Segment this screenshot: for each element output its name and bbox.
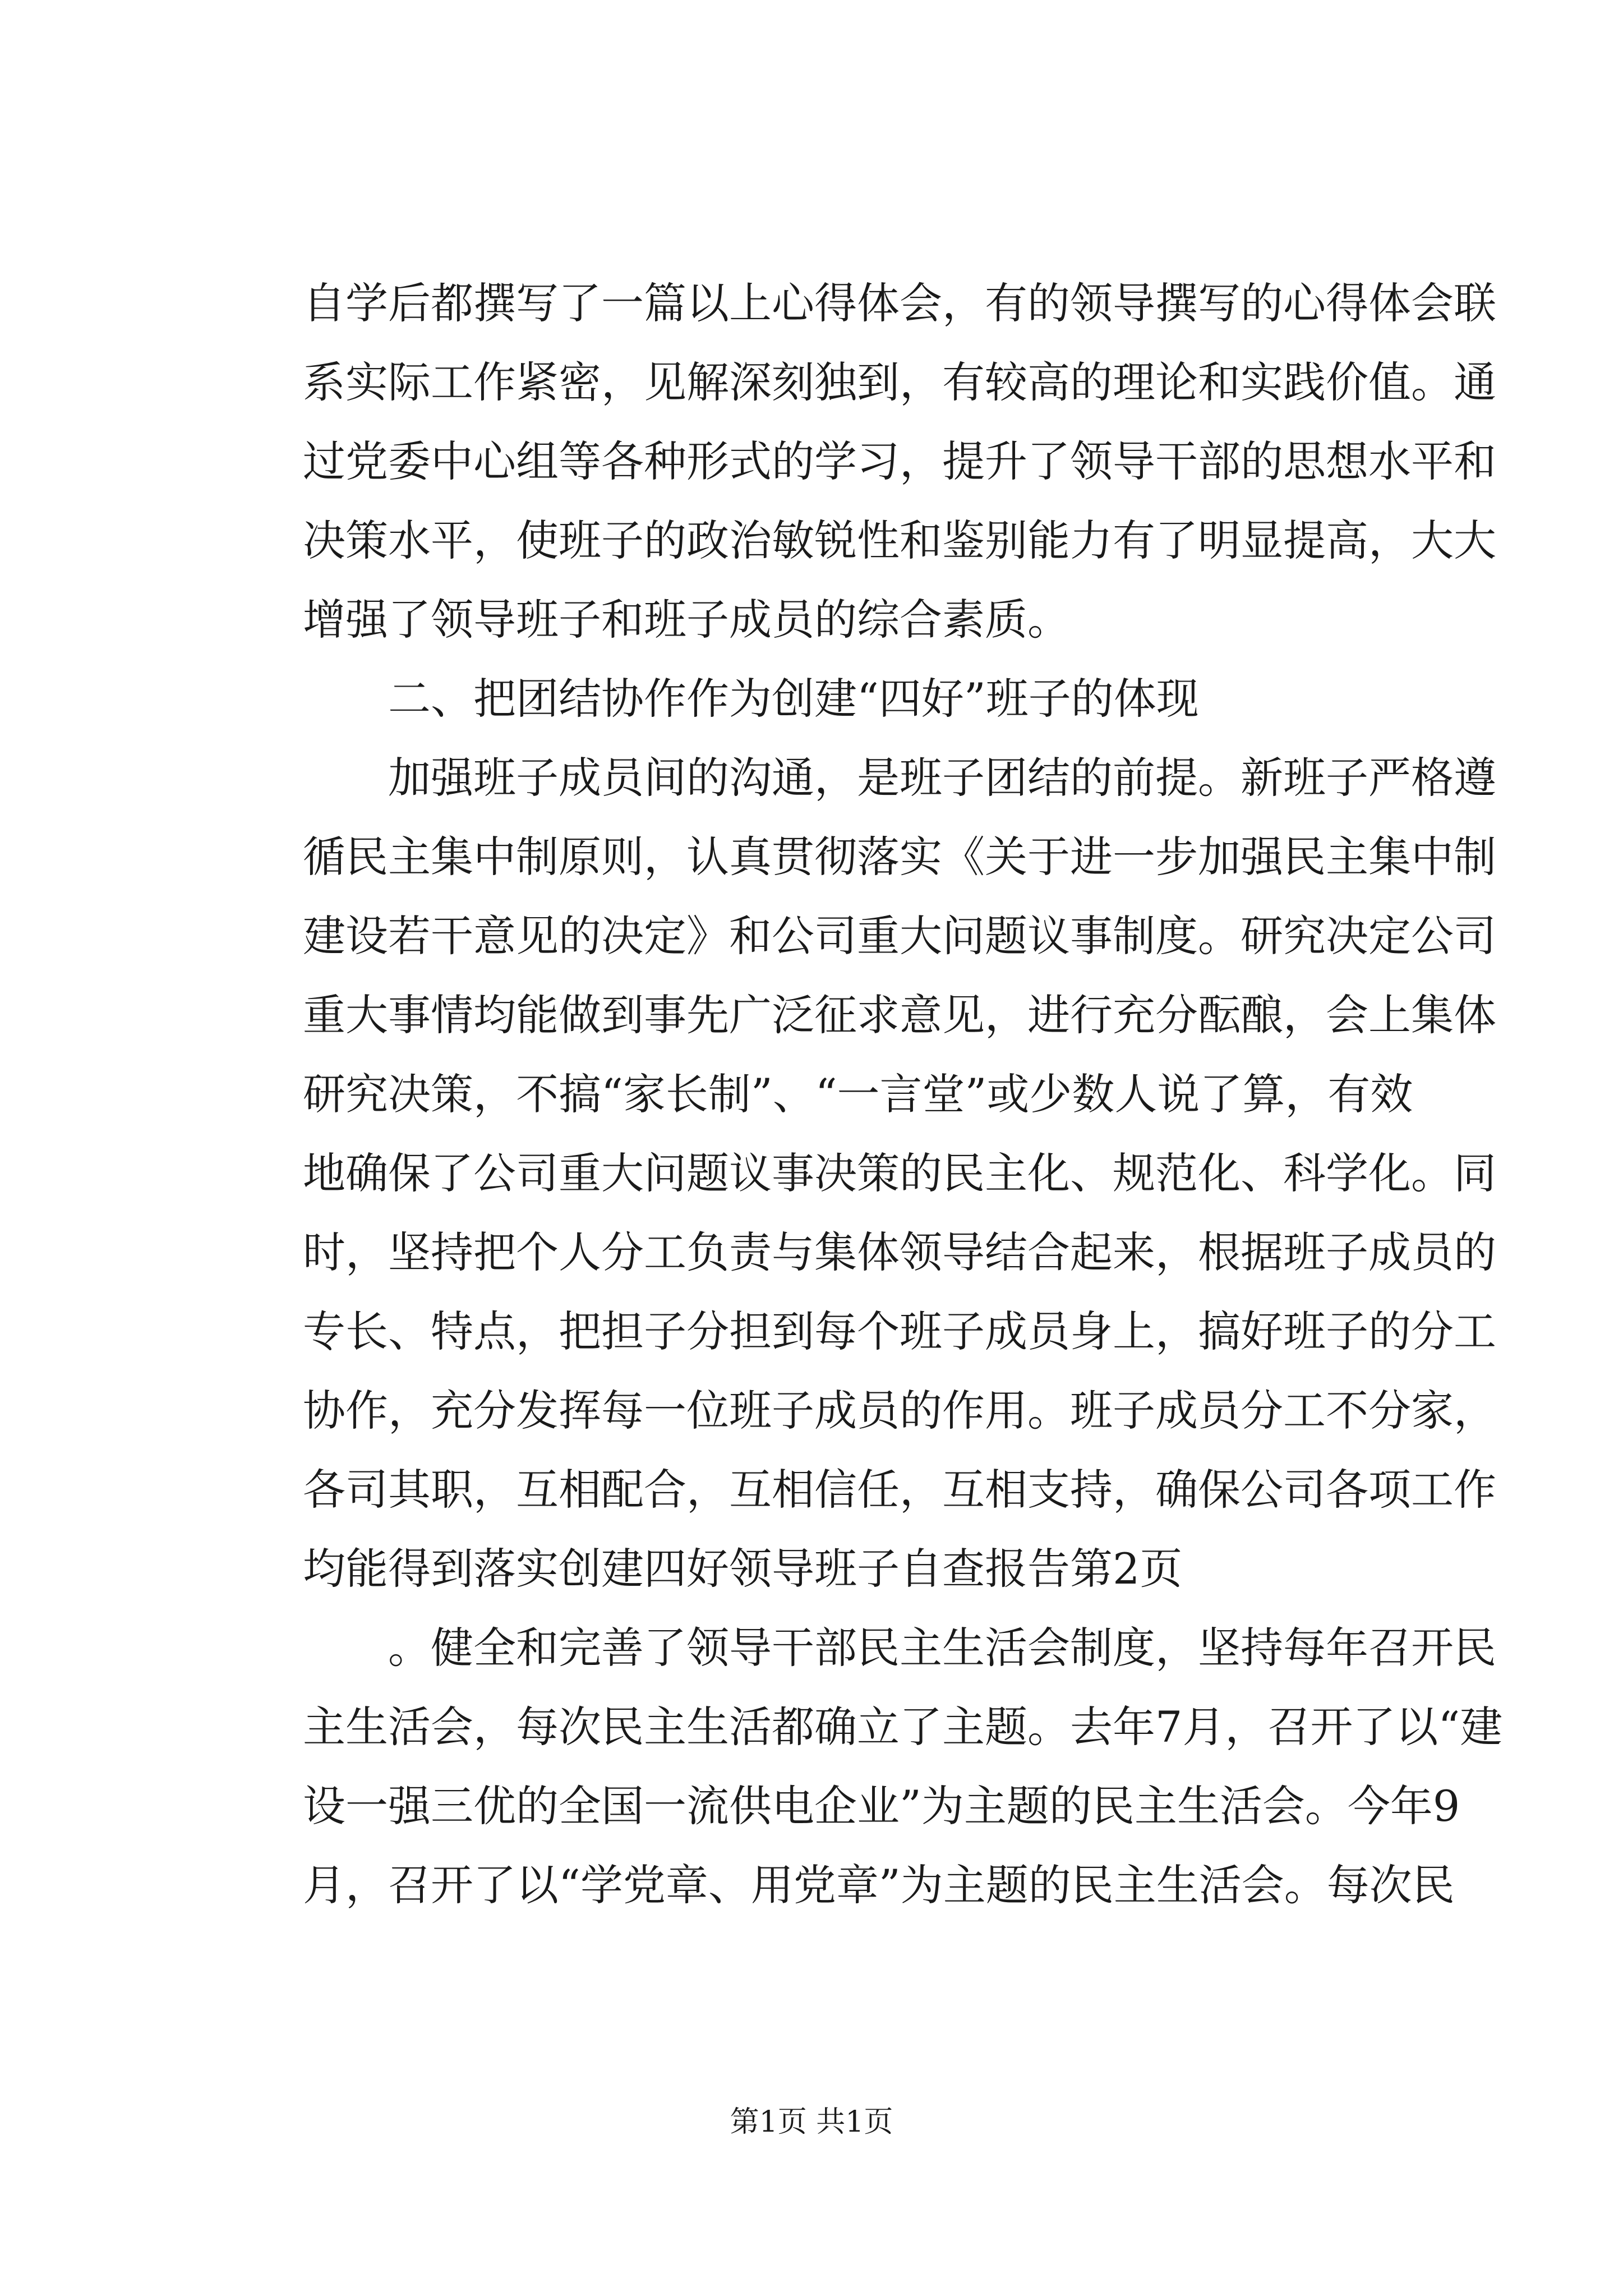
page-footer: 第1页 共1页 <box>730 2105 893 2139</box>
text-line: 协作，充分发挥每一位班子成员的作用。班子成员分工不分家， <box>303 1386 1496 1435</box>
text-line: 系实际工作紧密，见解深刻独到，有较高的理论和实践价值。通 <box>303 357 1496 407</box>
text-line: 重大事情均能做到事先广泛征求意见，进行充分酝酿，会上集体 <box>303 990 1496 1040</box>
text-line: 。健全和完善了领导干部民主生活会制度，坚持每年召开民 <box>388 1623 1496 1673</box>
text-line: 各司其职，互相配合，互相信任，互相支持，确保公司各项工作 <box>303 1465 1496 1515</box>
text-line: 加强班子成员间的沟通，是班子团结的前提。新班子严格遵 <box>388 753 1496 803</box>
text-line: 均能得到落实创建四好领导班子自查报告第2页 <box>303 1544 1183 1594</box>
text-line: 主生活会，每次民主生活都确立了主题。去年7月，召开了以“建 <box>303 1702 1503 1752</box>
text-line: 月，召开了以“学党章、用党章”为主题的民主生活会。每次民 <box>303 1860 1455 1910</box>
text-line: 增强了领导班子和班子成员的综合素质。 <box>303 595 1070 645</box>
text-line: 专长、特点，把担子分担到每个班子成员身上，搞好班子的分工 <box>303 1306 1496 1356</box>
text-line: 二、把团结协作作为创建“四好”班子的体现 <box>388 674 1199 724</box>
text-line: 自学后都撰写了一篇以上心得体会，有的领导撰写的心得体会联 <box>303 278 1496 328</box>
text-line: 建设若干意见的决定》和公司重大问题议事制度。研究决定公司 <box>303 911 1496 961</box>
text-line: 循民主集中制原则，认真贯彻落实《关于进一步加强民主集中制 <box>303 832 1496 882</box>
text-line: 研究决策，不搞“家长制”、“一言堂”或少数人说了算，有效 <box>303 1069 1413 1119</box>
text-line: 决策水平，使班子的政治敏锐性和鉴别能力有了明显提高，大大 <box>303 516 1496 565</box>
text-line: 地确保了公司重大问题议事决策的民主化、规范化、科学化。同 <box>303 1148 1496 1198</box>
text-line: 设一强三优的全国一流供电企业”为主题的民主生活会。今年9 <box>303 1781 1460 1831</box>
text-line: 时，坚持把个人分工负责与集体领导结合起来，根据班子成员的 <box>303 1227 1496 1277</box>
document-body <box>303 264 1503 1925</box>
text-line: 过党委中心组等各种形式的学习，提升了领导干部的思想水平和 <box>303 436 1496 486</box>
